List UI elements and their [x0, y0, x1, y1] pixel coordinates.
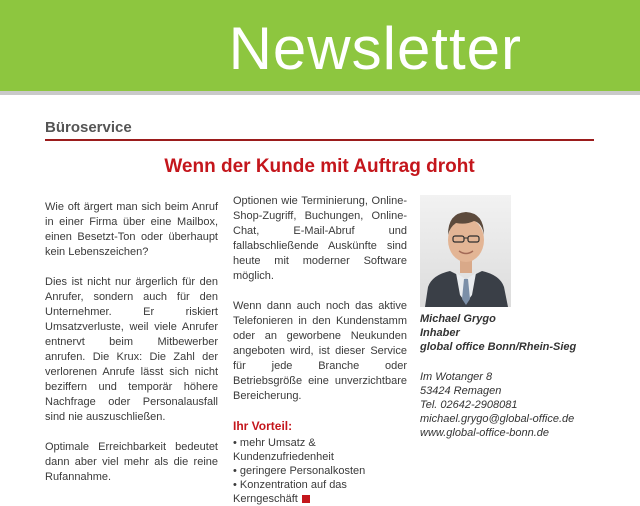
section-divider	[45, 139, 594, 141]
paragraph: Optimale Erreichbarkeit bedeutet dann aber viel mehr als die reine Rufannahme.	[45, 441, 218, 483]
article-column-2	[233, 194, 407, 506]
contact-email: michael.grygo@global-office.de	[420, 413, 575, 425]
contact-website: www.global-office-bonn.de	[420, 427, 550, 439]
paragraph: Dies ist nicht nur ärgerlich für den Anrufer, sondern auch für den Unternehmer. Er riskiert Umsatzverluste, weil viele Anrufer entnervt beim Mitbewerber anrufen. Die Krux: Die Zahl der verlorenen Anrufe lässt sich nicht beziffern und temporär höhere Nachfrage oder Personalausfall sind nie auszuschließen.	[45, 276, 218, 423]
contact-role: Inhaber	[420, 327, 460, 339]
contact-city: 53424 Remagen	[420, 385, 502, 397]
article-column-1	[45, 200, 218, 500]
contact-block	[420, 312, 576, 440]
contact-name: Michael Grygo	[420, 313, 496, 325]
list-item-text: • Konzentration auf das Kerngeschäft	[233, 479, 347, 505]
list-item	[233, 478, 407, 506]
portrait-photo	[420, 195, 511, 307]
advantages-list	[233, 436, 407, 506]
list-item: • mehr Umsatz & Kundenzufriedenheit	[233, 437, 334, 463]
paragraph: Wenn dann auch noch das aktive Telefonieren in den Kundenstamm oder an geworbene Neukunden angeboten wird, ist dieser Service für jede Branche oder Betriebsgröße eine unverzichtbare Bereicherung.	[233, 300, 407, 402]
end-of-article-mark	[302, 495, 310, 503]
advantages-heading: Ihr Vorteil:	[233, 419, 293, 433]
contact-street: Im Wotanger 8	[420, 371, 493, 383]
article-headline: Wenn der Kunde mit Auftrag droht	[164, 156, 475, 177]
newsletter-title: Newsletter	[228, 15, 522, 82]
section-label: Büroservice	[45, 119, 132, 136]
paragraph: Wie oft ärgert man sich beim Anruf in einer Firma über eine Mailbox, einen Besetzt-Ton oder überhaupt kein Lebenszeichen?	[45, 201, 218, 258]
list-item: • geringere Personalkosten	[233, 465, 366, 477]
contact-phone: Tel. 02642-2908081	[420, 399, 518, 411]
header-divider	[0, 91, 640, 95]
paragraph: Optionen wie Terminierung, Online-Shop-Zugriff, Buchungen, Online-Chat, E-Mail-Abruf und fallabschließende Auskünfte sind heute mit moderner Software möglich.	[233, 195, 407, 282]
contact-company: global office Bonn/Rhein-Sieg	[420, 341, 577, 353]
